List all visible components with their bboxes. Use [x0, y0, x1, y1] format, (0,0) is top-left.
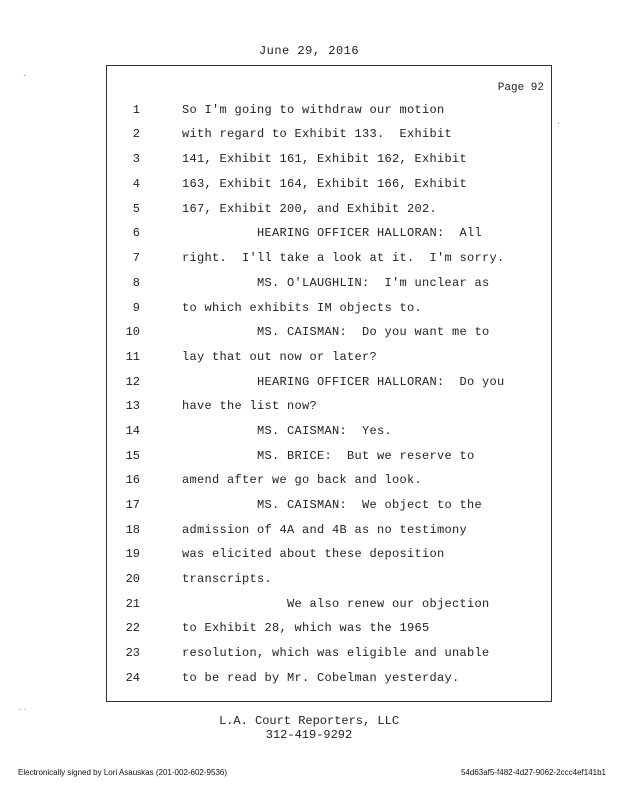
line-number: 2: [132, 127, 140, 141]
line-text: 141, Exhibit 161, Exhibit 162, Exhibit: [182, 152, 468, 166]
document-id: 54d63af5-f482-4d27-9062-2ccc4ef141b1: [460, 768, 606, 777]
line-number: 15: [125, 449, 140, 463]
line-text: transcripts.: [182, 572, 273, 586]
line-number: 9: [132, 301, 140, 315]
transcript-line: [0, 177, 618, 197]
transcript-line: [0, 523, 618, 543]
line-text: MS. CAISMAN: Yes.: [182, 424, 393, 438]
line-number: 4: [132, 177, 140, 191]
transcript-line: [0, 646, 618, 666]
transcript-line: [0, 301, 618, 321]
transcript-line: [0, 671, 618, 691]
line-text: MS. CAISMAN: Do you want me to: [182, 325, 490, 339]
electronic-signature: Electronically signed by Lori Asauskas (201-002-602-9536): [18, 768, 228, 777]
line-number: 8: [132, 276, 140, 290]
line-number: 24: [125, 671, 140, 685]
line-number: 11: [125, 350, 140, 364]
line-text: to Exhibit 28, which was the 1965: [182, 621, 430, 635]
court-reporter-name: L.A. Court Reporters, LLC: [218, 714, 400, 728]
transcript-line: [0, 473, 618, 493]
transcript-line: [0, 202, 618, 222]
transcript-line: [0, 498, 618, 518]
line-number: 13: [125, 399, 140, 413]
line-text: right. I'll take a look at it. I'm sorry.: [182, 251, 505, 265]
line-number: 23: [125, 646, 140, 660]
line-text: with regard to Exhibit 133. Exhibit: [182, 127, 453, 141]
transcript-line: [0, 152, 618, 172]
transcript-line: [0, 276, 618, 296]
line-text: So I'm going to withdraw our motion: [182, 103, 445, 117]
court-reporter-phone: 312-419-9292: [265, 728, 353, 742]
line-text: have the list now?: [182, 399, 318, 413]
line-text: admission of 4A and 4B as no testimony: [182, 523, 468, 537]
line-number: 5: [132, 202, 140, 216]
transcript-line: [0, 424, 618, 444]
transcript-line: [0, 251, 618, 271]
line-text: resolution, which was eligible and unable: [182, 646, 490, 660]
transcript-date: June 29, 2016: [258, 44, 360, 58]
line-text: was elicited about these deposition: [182, 547, 445, 561]
line-number: 3: [132, 152, 140, 166]
line-text: to which exhibits IM objects to.: [182, 301, 423, 315]
line-text: We also renew our objection: [182, 597, 490, 611]
transcript-line: [0, 226, 618, 246]
transcript-line: [0, 547, 618, 567]
transcript-line: [0, 572, 618, 592]
scan-speck: .: [22, 70, 27, 79]
line-text: 163, Exhibit 164, Exhibit 166, Exhibit: [182, 177, 468, 191]
line-text: MS. BRICE: But we reserve to: [182, 449, 475, 463]
scan-speck: .: [556, 118, 561, 127]
line-number: 20: [125, 572, 140, 586]
page-number: Page 92: [497, 82, 544, 94]
transcript-line: [0, 325, 618, 345]
line-number: 16: [125, 473, 140, 487]
line-number: 10: [125, 325, 140, 339]
line-number: 7: [132, 251, 140, 265]
transcript-line: [0, 350, 618, 370]
transcript-line: [0, 621, 618, 641]
line-text: 167, Exhibit 200, and Exhibit 202.: [182, 202, 438, 216]
line-number: 19: [125, 547, 140, 561]
line-number: 12: [125, 375, 140, 389]
scan-speck: ..: [18, 704, 28, 713]
line-text: lay that out now or later?: [182, 350, 378, 364]
line-number: 22: [125, 621, 140, 635]
transcript-line: [0, 127, 618, 147]
line-text: HEARING OFFICER HALLORAN: Do you: [182, 375, 505, 389]
line-number: 18: [125, 523, 140, 537]
line-text: MS. O'LAUGHLIN: I'm unclear as: [182, 276, 490, 290]
line-text: HEARING OFFICER HALLORAN: All: [182, 226, 483, 240]
transcript-line: [0, 103, 618, 123]
line-number: 6: [132, 226, 140, 240]
transcript-line: [0, 449, 618, 469]
line-number: 1: [132, 103, 140, 117]
line-text: to be read by Mr. Cobelman yesterday.: [182, 671, 460, 685]
line-text: amend after we go back and look.: [182, 473, 423, 487]
transcript-line: [0, 375, 618, 395]
line-text: MS. CAISMAN: We object to the: [182, 498, 483, 512]
transcript-line: [0, 399, 618, 419]
line-number: 17: [125, 498, 140, 512]
line-number: 14: [125, 424, 140, 438]
transcript-line: [0, 597, 618, 617]
line-number: 21: [125, 597, 140, 611]
